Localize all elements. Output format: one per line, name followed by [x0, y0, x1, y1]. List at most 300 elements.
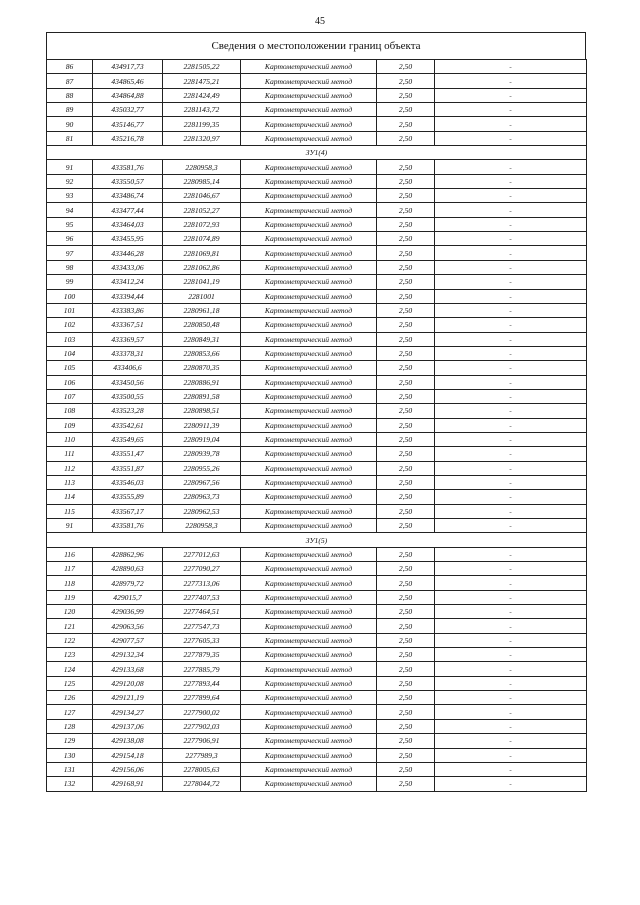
accuracy-cell: 2,50 — [377, 232, 435, 246]
accuracy-cell: 2,50 — [377, 734, 435, 748]
method-cell: Картометрический метод — [241, 275, 377, 289]
x-coordinate-cell: 429132,34 — [93, 648, 163, 662]
y-coordinate-cell: 2280958,3 — [163, 160, 241, 174]
table-row — [47, 777, 587, 791]
table-row — [47, 547, 587, 561]
x-coordinate-cell: 433412,24 — [93, 275, 163, 289]
accuracy-cell: 2,50 — [377, 648, 435, 662]
note-cell: - — [435, 289, 587, 303]
note-cell: - — [435, 232, 587, 246]
y-coordinate-cell: 2277012,63 — [163, 547, 241, 561]
accuracy-cell: 2,50 — [377, 719, 435, 733]
x-coordinate-cell: 429154,18 — [93, 748, 163, 762]
y-coordinate-cell: 2280962,53 — [163, 504, 241, 518]
table-row — [47, 705, 587, 719]
table-row — [47, 576, 587, 590]
x-coordinate-cell: 433542,61 — [93, 418, 163, 432]
accuracy-cell: 2,50 — [377, 447, 435, 461]
note-cell: - — [435, 432, 587, 446]
table-row — [47, 461, 587, 475]
method-cell: Картометрический метод — [241, 88, 377, 102]
note-cell: - — [435, 246, 587, 260]
note-cell: - — [435, 131, 587, 145]
section-label: ЗУ1(4) — [47, 146, 587, 160]
note-cell: - — [435, 504, 587, 518]
table-row — [47, 404, 587, 418]
y-coordinate-cell: 2280967,56 — [163, 475, 241, 489]
x-coordinate-cell: 433433,06 — [93, 260, 163, 274]
accuracy-cell: 2,50 — [377, 461, 435, 475]
accuracy-cell: 2,50 — [377, 303, 435, 317]
table-row — [47, 332, 587, 346]
point-number-cell: 90 — [47, 117, 93, 131]
x-coordinate-cell: 429156,06 — [93, 762, 163, 776]
accuracy-cell: 2,50 — [377, 619, 435, 633]
x-coordinate-cell: 429120,08 — [93, 676, 163, 690]
point-number-cell: 97 — [47, 246, 93, 260]
method-cell: Картометрический метод — [241, 260, 377, 274]
method-cell: Картометрический метод — [241, 447, 377, 461]
point-number-cell: 118 — [47, 576, 93, 590]
accuracy-cell: 2,50 — [377, 117, 435, 131]
note-cell: - — [435, 260, 587, 274]
note-cell: - — [435, 404, 587, 418]
y-coordinate-cell: 2281424,49 — [163, 88, 241, 102]
note-cell: - — [435, 203, 587, 217]
x-coordinate-cell: 433450,56 — [93, 375, 163, 389]
point-number-cell: 114 — [47, 490, 93, 504]
method-cell: Картометрический метод — [241, 734, 377, 748]
method-cell: Картометрический метод — [241, 174, 377, 188]
table-row — [47, 490, 587, 504]
y-coordinate-cell: 2280853,66 — [163, 346, 241, 360]
table-row — [47, 676, 587, 690]
accuracy-cell: 2,50 — [377, 361, 435, 375]
table-row — [47, 734, 587, 748]
y-coordinate-cell: 2280849,31 — [163, 332, 241, 346]
x-coordinate-cell: 428979,72 — [93, 576, 163, 590]
method-cell: Картометрический метод — [241, 590, 377, 604]
method-cell: Картометрический метод — [241, 547, 377, 561]
table-row — [47, 160, 587, 174]
table-row — [47, 590, 587, 604]
y-coordinate-cell: 2278005,63 — [163, 762, 241, 776]
table-row — [47, 504, 587, 518]
point-number-cell: 101 — [47, 303, 93, 317]
x-coordinate-cell: 433551,47 — [93, 447, 163, 461]
method-cell: Картометрический метод — [241, 576, 377, 590]
note-cell: - — [435, 648, 587, 662]
table-body — [47, 60, 587, 792]
method-cell: Картометрический метод — [241, 332, 377, 346]
table-row — [47, 418, 587, 432]
accuracy-cell: 2,50 — [377, 389, 435, 403]
point-number-cell: 119 — [47, 590, 93, 604]
method-cell: Картометрический метод — [241, 60, 377, 74]
note-cell: - — [435, 174, 587, 188]
x-coordinate-cell: 429015,7 — [93, 590, 163, 604]
method-cell: Картометрический метод — [241, 404, 377, 418]
accuracy-cell: 2,50 — [377, 576, 435, 590]
y-coordinate-cell: 2277313,06 — [163, 576, 241, 590]
note-cell: - — [435, 389, 587, 403]
point-number-cell: 115 — [47, 504, 93, 518]
note-cell: - — [435, 562, 587, 576]
accuracy-cell: 2,50 — [377, 490, 435, 504]
accuracy-cell: 2,50 — [377, 691, 435, 705]
table-row — [47, 562, 587, 576]
note-cell: - — [435, 303, 587, 317]
method-cell: Картометрический метод — [241, 691, 377, 705]
note-cell: - — [435, 418, 587, 432]
table-row — [47, 432, 587, 446]
y-coordinate-cell: 2281475,21 — [163, 74, 241, 88]
accuracy-cell: 2,50 — [377, 246, 435, 260]
accuracy-cell: 2,50 — [377, 404, 435, 418]
accuracy-cell: 2,50 — [377, 217, 435, 231]
point-number-cell: 130 — [47, 748, 93, 762]
note-cell: - — [435, 346, 587, 360]
note-cell: - — [435, 60, 587, 74]
y-coordinate-cell: 2280939,78 — [163, 447, 241, 461]
x-coordinate-cell: 429168,91 — [93, 777, 163, 791]
y-coordinate-cell: 2277885,79 — [163, 662, 241, 676]
note-cell: - — [435, 705, 587, 719]
table-row — [47, 633, 587, 647]
note-cell: - — [435, 576, 587, 590]
y-coordinate-cell: 2280958,3 — [163, 519, 241, 533]
note-cell: - — [435, 734, 587, 748]
accuracy-cell: 2,50 — [377, 762, 435, 776]
note-cell: - — [435, 676, 587, 690]
y-coordinate-cell: 2281143,72 — [163, 103, 241, 117]
point-number-cell: 88 — [47, 88, 93, 102]
y-coordinate-cell: 2277464,51 — [163, 605, 241, 619]
point-number-cell: 87 — [47, 74, 93, 88]
method-cell: Картометрический метод — [241, 346, 377, 360]
table-row — [47, 346, 587, 360]
note-cell: - — [435, 762, 587, 776]
method-cell: Картометрический метод — [241, 605, 377, 619]
method-cell: Картометрический метод — [241, 719, 377, 733]
accuracy-cell: 2,50 — [377, 590, 435, 604]
accuracy-cell: 2,50 — [377, 705, 435, 719]
table-row — [47, 275, 587, 289]
point-number-cell: 112 — [47, 461, 93, 475]
method-cell: Картометрический метод — [241, 705, 377, 719]
x-coordinate-cell: 433523,28 — [93, 404, 163, 418]
accuracy-cell: 2,50 — [377, 275, 435, 289]
x-coordinate-cell: 429137,06 — [93, 719, 163, 733]
y-coordinate-cell: 2281041,19 — [163, 275, 241, 289]
table-row — [47, 762, 587, 776]
point-number-cell: 100 — [47, 289, 93, 303]
table-row — [47, 662, 587, 676]
method-cell: Картометрический метод — [241, 375, 377, 389]
accuracy-cell: 2,50 — [377, 74, 435, 88]
note-cell: - — [435, 189, 587, 203]
accuracy-cell: 2,50 — [377, 748, 435, 762]
y-coordinate-cell: 2280985,14 — [163, 174, 241, 188]
note-cell: - — [435, 217, 587, 231]
x-coordinate-cell: 433555,89 — [93, 490, 163, 504]
table-row — [47, 232, 587, 246]
x-coordinate-cell: 435216,78 — [93, 131, 163, 145]
y-coordinate-cell: 2277902,03 — [163, 719, 241, 733]
note-cell: - — [435, 318, 587, 332]
section-label: ЗУ1(5) — [47, 533, 587, 547]
point-number-cell: 81 — [47, 131, 93, 145]
note-cell: - — [435, 662, 587, 676]
y-coordinate-cell: 2277989,3 — [163, 748, 241, 762]
point-number-cell: 108 — [47, 404, 93, 418]
y-coordinate-cell: 2281074,89 — [163, 232, 241, 246]
x-coordinate-cell: 433581,76 — [93, 519, 163, 533]
x-coordinate-cell: 433551,87 — [93, 461, 163, 475]
method-cell: Картометрический метод — [241, 461, 377, 475]
method-cell: Картометрический метод — [241, 246, 377, 260]
point-number-cell: 107 — [47, 389, 93, 403]
note-cell: - — [435, 519, 587, 533]
table-row — [47, 60, 587, 74]
point-number-cell: 128 — [47, 719, 93, 733]
table-row — [47, 519, 587, 533]
x-coordinate-cell: 433394,44 — [93, 289, 163, 303]
x-coordinate-cell: 433369,57 — [93, 332, 163, 346]
accuracy-cell: 2,50 — [377, 504, 435, 518]
table-row — [47, 103, 587, 117]
method-cell: Картометрический метод — [241, 103, 377, 117]
note-cell: - — [435, 332, 587, 346]
accuracy-cell: 2,50 — [377, 332, 435, 346]
method-cell: Картометрический метод — [241, 203, 377, 217]
point-number-cell: 96 — [47, 232, 93, 246]
y-coordinate-cell: 2281062,86 — [163, 260, 241, 274]
note-cell: - — [435, 605, 587, 619]
table-row — [47, 74, 587, 88]
point-number-cell: 99 — [47, 275, 93, 289]
accuracy-cell: 2,50 — [377, 203, 435, 217]
point-number-cell: 120 — [47, 605, 93, 619]
point-number-cell: 129 — [47, 734, 93, 748]
y-coordinate-cell: 2277906,91 — [163, 734, 241, 748]
section-row — [47, 533, 587, 547]
accuracy-cell: 2,50 — [377, 346, 435, 360]
note-cell: - — [435, 490, 587, 504]
x-coordinate-cell: 428862,96 — [93, 547, 163, 561]
x-coordinate-cell: 433500,55 — [93, 389, 163, 403]
y-coordinate-cell: 2280886,91 — [163, 375, 241, 389]
method-cell: Картометрический метод — [241, 504, 377, 518]
note-cell: - — [435, 160, 587, 174]
method-cell: Картометрический метод — [241, 748, 377, 762]
table-row — [47, 246, 587, 260]
x-coordinate-cell: 433486,74 — [93, 189, 163, 203]
method-cell: Картометрический метод — [241, 232, 377, 246]
point-number-cell: 121 — [47, 619, 93, 633]
table-row — [47, 88, 587, 102]
point-number-cell: 103 — [47, 332, 93, 346]
x-coordinate-cell: 433550,57 — [93, 174, 163, 188]
accuracy-cell: 2,50 — [377, 432, 435, 446]
point-number-cell: 126 — [47, 691, 93, 705]
x-coordinate-cell: 429134,27 — [93, 705, 163, 719]
table-row — [47, 260, 587, 274]
point-number-cell: 94 — [47, 203, 93, 217]
method-cell: Картометрический метод — [241, 74, 377, 88]
table-row — [47, 691, 587, 705]
y-coordinate-cell: 2281505,22 — [163, 60, 241, 74]
table-row — [47, 361, 587, 375]
y-coordinate-cell: 2281001 — [163, 289, 241, 303]
point-number-cell: 102 — [47, 318, 93, 332]
note-cell: - — [435, 275, 587, 289]
table-row — [47, 719, 587, 733]
point-number-cell: 98 — [47, 260, 93, 274]
accuracy-cell: 2,50 — [377, 562, 435, 576]
accuracy-cell: 2,50 — [377, 475, 435, 489]
x-coordinate-cell: 433455,95 — [93, 232, 163, 246]
table-row — [47, 174, 587, 188]
point-number-cell: 116 — [47, 547, 93, 561]
method-cell: Картометрический метод — [241, 475, 377, 489]
accuracy-cell: 2,50 — [377, 676, 435, 690]
point-number-cell: 125 — [47, 676, 93, 690]
note-cell: - — [435, 475, 587, 489]
accuracy-cell: 2,50 — [377, 633, 435, 647]
note-cell: - — [435, 74, 587, 88]
method-cell: Картометрический метод — [241, 662, 377, 676]
point-number-cell: 95 — [47, 217, 93, 231]
method-cell: Картометрический метод — [241, 217, 377, 231]
boundary-coordinates-table — [46, 59, 587, 792]
y-coordinate-cell: 2281069,81 — [163, 246, 241, 260]
note-cell: - — [435, 461, 587, 475]
note-cell: - — [435, 375, 587, 389]
point-number-cell: 123 — [47, 648, 93, 662]
section-row — [47, 146, 587, 160]
note-cell: - — [435, 103, 587, 117]
note-cell: - — [435, 748, 587, 762]
method-cell: Картометрический метод — [241, 303, 377, 317]
table-row — [47, 217, 587, 231]
method-cell: Картометрический метод — [241, 160, 377, 174]
method-cell: Картометрический метод — [241, 318, 377, 332]
x-coordinate-cell: 433406,6 — [93, 361, 163, 375]
x-coordinate-cell: 433464,03 — [93, 217, 163, 231]
x-coordinate-cell: 434865,46 — [93, 74, 163, 88]
note-cell: - — [435, 777, 587, 791]
y-coordinate-cell: 2280870,35 — [163, 361, 241, 375]
table-row — [47, 303, 587, 317]
note-cell: - — [435, 691, 587, 705]
x-coordinate-cell: 435032,77 — [93, 103, 163, 117]
y-coordinate-cell: 2280961,18 — [163, 303, 241, 317]
y-coordinate-cell: 2280955,26 — [163, 461, 241, 475]
table-row — [47, 189, 587, 203]
accuracy-cell: 2,50 — [377, 289, 435, 303]
point-number-cell: 131 — [47, 762, 93, 776]
point-number-cell: 91 — [47, 519, 93, 533]
method-cell: Картометрический метод — [241, 676, 377, 690]
x-coordinate-cell: 434917,73 — [93, 60, 163, 74]
accuracy-cell: 2,50 — [377, 318, 435, 332]
method-cell: Картометрический метод — [241, 490, 377, 504]
y-coordinate-cell: 2277407,53 — [163, 590, 241, 604]
method-cell: Картометрический метод — [241, 389, 377, 403]
point-number-cell: 109 — [47, 418, 93, 432]
accuracy-cell: 2,50 — [377, 260, 435, 274]
y-coordinate-cell: 2280891,58 — [163, 389, 241, 403]
boundary-table-sheet — [46, 32, 586, 792]
y-coordinate-cell: 2281052,27 — [163, 203, 241, 217]
method-cell: Картометрический метод — [241, 619, 377, 633]
y-coordinate-cell: 2277900,02 — [163, 705, 241, 719]
y-coordinate-cell: 2280850,48 — [163, 318, 241, 332]
point-number-cell: 89 — [47, 103, 93, 117]
method-cell: Картометрический метод — [241, 289, 377, 303]
y-coordinate-cell: 2281072,93 — [163, 217, 241, 231]
accuracy-cell: 2,50 — [377, 160, 435, 174]
table-row — [47, 389, 587, 403]
table-title: Сведения о местоположении границ объекта — [46, 32, 586, 59]
point-number-cell: 132 — [47, 777, 93, 791]
table-row — [47, 289, 587, 303]
accuracy-cell: 2,50 — [377, 777, 435, 791]
table-row — [47, 475, 587, 489]
y-coordinate-cell: 2277547,73 — [163, 619, 241, 633]
x-coordinate-cell: 429133,68 — [93, 662, 163, 676]
table-row — [47, 203, 587, 217]
point-number-cell: 91 — [47, 160, 93, 174]
method-cell: Картометрический метод — [241, 432, 377, 446]
accuracy-cell: 2,50 — [377, 375, 435, 389]
method-cell: Картометрический метод — [241, 562, 377, 576]
x-coordinate-cell: 433383,86 — [93, 303, 163, 317]
point-number-cell: 86 — [47, 60, 93, 74]
method-cell: Картометрический метод — [241, 633, 377, 647]
x-coordinate-cell: 433378,31 — [93, 346, 163, 360]
point-number-cell: 111 — [47, 447, 93, 461]
y-coordinate-cell: 2278044,72 — [163, 777, 241, 791]
note-cell: - — [435, 361, 587, 375]
table-row — [47, 619, 587, 633]
x-coordinate-cell: 428890,63 — [93, 562, 163, 576]
method-cell: Картометрический метод — [241, 762, 377, 776]
y-coordinate-cell: 2277879,35 — [163, 648, 241, 662]
accuracy-cell: 2,50 — [377, 174, 435, 188]
x-coordinate-cell: 429036,99 — [93, 605, 163, 619]
point-number-cell: 117 — [47, 562, 93, 576]
y-coordinate-cell: 2280898,51 — [163, 404, 241, 418]
method-cell: Картометрический метод — [241, 361, 377, 375]
point-number-cell: 127 — [47, 705, 93, 719]
x-coordinate-cell: 429138,08 — [93, 734, 163, 748]
table-row — [47, 375, 587, 389]
page-number: 45 — [315, 16, 325, 27]
x-coordinate-cell: 433546,03 — [93, 475, 163, 489]
accuracy-cell: 2,50 — [377, 605, 435, 619]
x-coordinate-cell: 429063,56 — [93, 619, 163, 633]
accuracy-cell: 2,50 — [377, 662, 435, 676]
table-row — [47, 131, 587, 145]
y-coordinate-cell: 2277090,27 — [163, 562, 241, 576]
method-cell: Картометрический метод — [241, 189, 377, 203]
accuracy-cell: 2,50 — [377, 547, 435, 561]
method-cell: Картометрический метод — [241, 117, 377, 131]
note-cell: - — [435, 447, 587, 461]
point-number-cell: 105 — [47, 361, 93, 375]
